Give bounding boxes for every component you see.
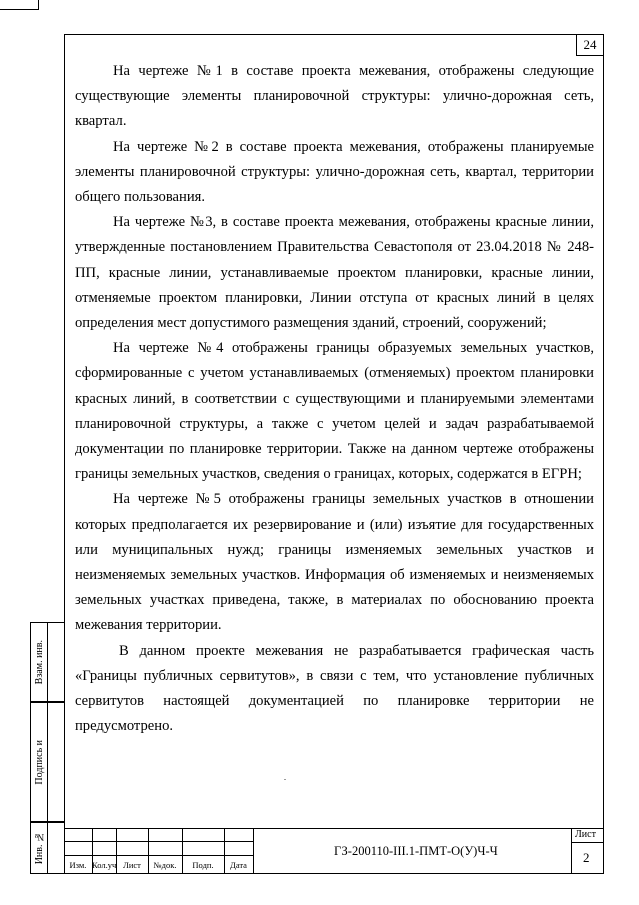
corner-mark-vertical <box>38 0 39 10</box>
stamp-header-podp: Подп. <box>192 860 214 870</box>
side-label-inv-no: Инв. № <box>33 831 45 865</box>
side-field-podpis <box>30 702 64 822</box>
paragraph-drawing-4: На чертеже №4 отображены границы образуемых земельных участков, сформированные с учетом устанавливаемых (отменяемых) проектом планировки красных линий, в соответствии с существующими и планируемыми элементами планировочной структуры, а также с учетом целей и задач разрабатываемой документации по планировке территории. Также на данном чертеже отображены границы земельных участков, сведения о границах, которых, содержатся в ЕГРН; <box>75 340 594 483</box>
side-label-podpis: Подпись и <box>33 739 45 785</box>
body-text <box>75 59 594 739</box>
stamp-header-izm: Изм. <box>69 860 87 870</box>
document-code: ГЗ-200110-III.1-ПМТ-О(У)Ч-Ч <box>334 844 498 858</box>
corner-mark-horizontal <box>0 9 38 10</box>
paragraph-drawing-2: На чертеже №2 в составе проекта межевания, отображены планируемые элементы планировочной структуры: улично-дорожная сеть, квартал, территории общего пользования. <box>75 138 594 206</box>
stamp-header-data: Дата <box>230 860 247 870</box>
title-block <box>64 828 604 874</box>
paragraph-servitude: В данном проекте межевания не разрабатывается графическая часть «Границы публичных сервитутов», в связи с тем, что установление публичных сервитутов настоящей документацией по планировке территории не предусмотрено. <box>75 642 594 735</box>
stamp-header-koluch: Кол.уч <box>92 860 117 870</box>
side-field-vzam-inv <box>30 622 64 702</box>
paragraph-drawing-3: На чертеже №3, в составе проекта межевания, отображены красные линии, утвержденные постановлением Правительства Севастополя от 23.04.2018 № 248-ПП, красные линии, устанавливаемые проектом планировки, красные линии, отменяемые проектом планировки, Линии отступа от красных линий в целях определения мест допустимого размещения зданий, строений, сооружений; <box>75 214 594 332</box>
sheet-number: 2 <box>583 850 590 865</box>
stamp-header-list: Лист <box>123 860 141 870</box>
side-field-inv-no <box>30 822 64 874</box>
sheet-label: Лист <box>575 829 596 840</box>
paragraph-drawing-5: На чертеже №5 отображены границы земельных участков в отношении которых предполагается их резервирование и (или) изъятие для государственных или муниципальных нужд; границы изменяемых земельных участков и неизменяемых земельных участков. Информация об изменяемых и неизменяемых земельных участках приведена, также, в материалах по обоснованию проекта межевания территории. <box>75 491 594 634</box>
paragraph-drawing-1: На чертеже №1 в составе проекта межевания, отображены следующие существующие элементы планировочной структуры: улично-дорожная сеть, квартал. <box>75 63 594 130</box>
scan-speck <box>284 779 286 780</box>
page-frame <box>64 34 604 874</box>
stamp-header-ndok: №док. <box>153 860 177 870</box>
page-number: 24 <box>576 34 604 56</box>
side-label-vzam-inv: Взам. инв. <box>33 639 45 685</box>
